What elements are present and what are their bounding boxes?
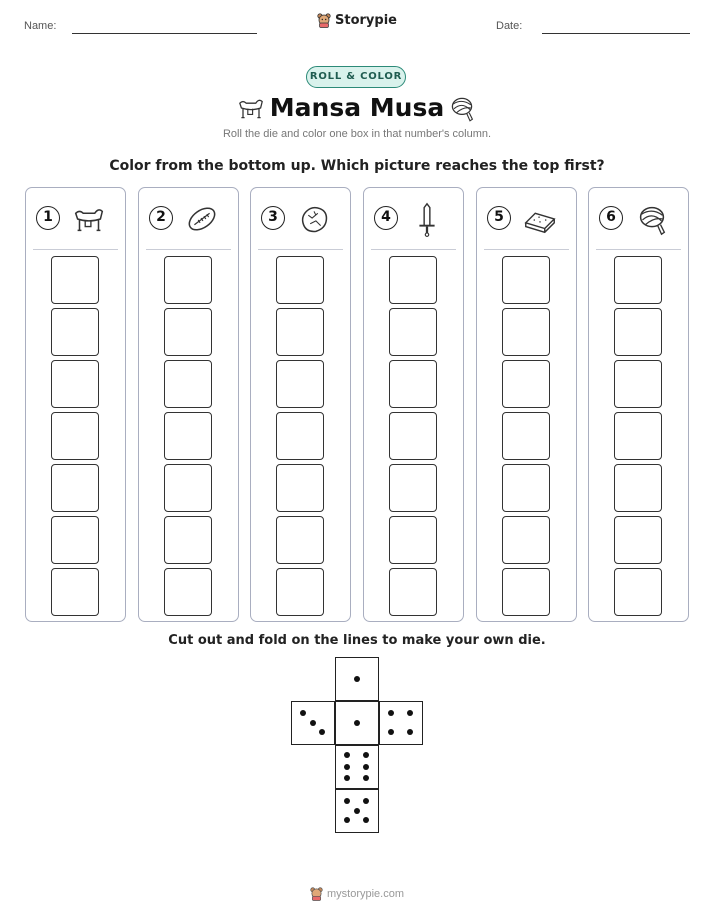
color-box[interactable] — [164, 256, 212, 304]
bear-mascot-icon — [317, 13, 331, 28]
die-face-1 — [335, 657, 379, 701]
die-pip — [354, 720, 360, 726]
color-box[interactable] — [51, 256, 99, 304]
column-6 — [588, 187, 689, 622]
color-box[interactable] — [164, 464, 212, 512]
turban-icon — [633, 200, 671, 238]
color-box[interactable] — [276, 308, 324, 356]
turban-icon — [446, 92, 478, 124]
saddle-icon — [70, 200, 108, 238]
color-box[interactable] — [502, 464, 550, 512]
color-box[interactable] — [389, 568, 437, 616]
column-divider — [596, 249, 681, 250]
color-box[interactable] — [389, 412, 437, 460]
color-box[interactable] — [51, 412, 99, 460]
color-box[interactable] — [502, 360, 550, 408]
color-box[interactable] — [614, 308, 662, 356]
die-pip — [354, 808, 360, 814]
die-pip — [407, 729, 413, 735]
column-number: 5 — [487, 206, 511, 230]
color-box[interactable] — [51, 464, 99, 512]
bear-mascot-icon — [310, 887, 323, 901]
brand-name: Storypie — [335, 13, 397, 28]
die-pip — [363, 764, 369, 770]
color-box[interactable] — [389, 516, 437, 564]
activity-badge: ROLL & COLOR — [306, 66, 406, 88]
die-face-5 — [335, 789, 379, 833]
color-box[interactable] — [164, 516, 212, 564]
color-box[interactable] — [51, 568, 99, 616]
color-box[interactable] — [614, 464, 662, 512]
column-divider — [33, 249, 118, 250]
color-box[interactable] — [389, 256, 437, 304]
die-pip — [344, 764, 350, 770]
column-divider — [371, 249, 456, 250]
color-box[interactable] — [164, 568, 212, 616]
color-box[interactable] — [614, 568, 662, 616]
column-number: 1 — [36, 206, 60, 230]
die-pip — [354, 676, 360, 682]
color-box[interactable] — [502, 568, 550, 616]
color-box[interactable] — [614, 256, 662, 304]
color-box[interactable] — [502, 412, 550, 460]
color-box[interactable] — [51, 308, 99, 356]
die-face-6 — [335, 745, 379, 789]
die-pip — [300, 710, 306, 716]
column-5 — [476, 187, 577, 622]
die-pip — [388, 729, 394, 735]
column-divider — [146, 249, 231, 250]
color-box[interactable] — [51, 516, 99, 564]
color-box[interactable] — [389, 308, 437, 356]
footer-url[interactable]: mystorypie.com — [326, 888, 405, 900]
die-pip — [363, 817, 369, 823]
color-box[interactable] — [51, 360, 99, 408]
color-box[interactable] — [389, 360, 437, 408]
column-4 — [363, 187, 464, 622]
sword-icon — [408, 200, 446, 238]
color-box[interactable] — [502, 516, 550, 564]
color-box[interactable] — [164, 308, 212, 356]
column-number: 3 — [261, 206, 285, 230]
color-box[interactable] — [276, 568, 324, 616]
die-pip — [310, 720, 316, 726]
die-pip — [344, 752, 350, 758]
football-icon — [183, 200, 221, 238]
column-2 — [138, 187, 239, 622]
footer — [0, 886, 714, 905]
color-box[interactable] — [276, 360, 324, 408]
color-box[interactable] — [502, 308, 550, 356]
column-number: 6 — [599, 206, 623, 230]
color-box[interactable] — [276, 256, 324, 304]
column-3 — [250, 187, 351, 622]
column-divider — [484, 249, 569, 250]
color-box[interactable] — [502, 256, 550, 304]
date-label: Date: — [496, 20, 523, 32]
color-box[interactable] — [389, 464, 437, 512]
color-box[interactable] — [276, 464, 324, 512]
die-pip — [344, 775, 350, 781]
die-pip — [407, 710, 413, 716]
die-pip — [388, 710, 394, 716]
column-number: 4 — [374, 206, 398, 230]
column-divider — [258, 249, 343, 250]
die-face-3 — [291, 701, 335, 745]
die-face-1 — [335, 701, 379, 745]
color-box[interactable] — [614, 412, 662, 460]
die-pip — [363, 798, 369, 804]
die-face-4 — [379, 701, 423, 745]
name-line[interactable] — [72, 33, 257, 34]
brand-logo — [0, 13, 714, 32]
die-pip — [344, 817, 350, 823]
die-pip — [363, 752, 369, 758]
color-box[interactable] — [614, 516, 662, 564]
name-label: Name: — [24, 20, 57, 32]
color-box[interactable] — [276, 412, 324, 460]
page-title: Mansa Musa — [269, 93, 445, 122]
instruction: Color from the bottom up. Which picture reaches the top first? — [109, 158, 605, 174]
color-box[interactable] — [164, 412, 212, 460]
saddle-icon — [235, 92, 267, 124]
die-pip — [344, 798, 350, 804]
gold-nugget-icon — [295, 200, 333, 238]
column-number: 2 — [149, 206, 173, 230]
die-pip — [319, 729, 325, 735]
color-box[interactable] — [164, 360, 212, 408]
column-1 — [25, 187, 126, 622]
salt-block-icon — [521, 200, 559, 238]
color-box[interactable] — [614, 360, 662, 408]
subtitle: Roll the die and color one box in that number's column. — [222, 128, 492, 140]
die-pip — [363, 775, 369, 781]
date-line[interactable] — [542, 33, 690, 34]
die-instruction: Cut out and fold on the lines to make your own die. — [168, 633, 546, 648]
color-box[interactable] — [276, 516, 324, 564]
